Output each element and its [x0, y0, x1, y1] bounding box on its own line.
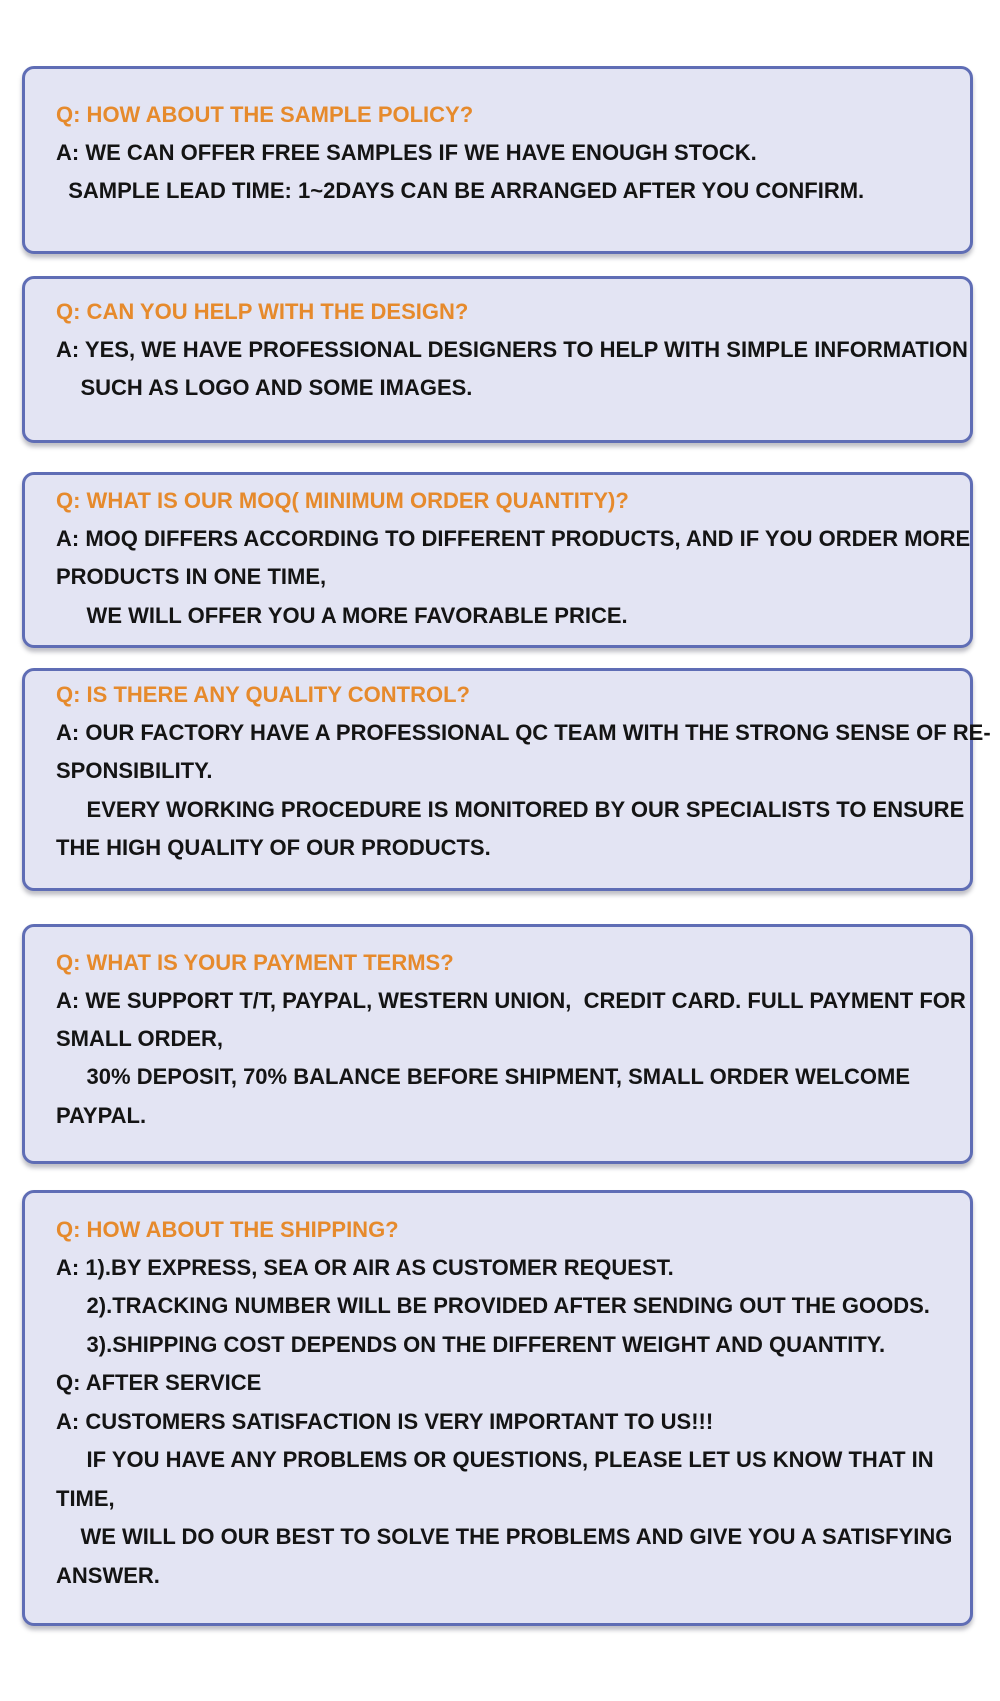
faq-answer-line: 2).TRACKING NUMBER WILL BE PROVIDED AFTER SENDING OUT THE GOODS.: [56, 1293, 930, 1318]
faq-card-shipping: [22, 1190, 973, 1626]
faq-card-payment-terms: [22, 924, 973, 1164]
faq-answer-line: A: WE CAN OFFER FREE SAMPLES IF WE HAVE ENOUGH STOCK.: [56, 140, 757, 165]
faq-card-moq: [22, 472, 973, 648]
faq-answer-line: A: YES, WE HAVE PROFESSIONAL DESIGNERS TO HELP WITH SIMPLE INFORMATION: [56, 337, 968, 362]
faq-card-quality-control: [22, 668, 991, 891]
faq-answer-line: SUCH AS LOGO AND SOME IMAGES.: [56, 375, 473, 400]
faq-answer-line: SMALL ORDER,: [56, 1026, 224, 1051]
faq-answer-line: A: MOQ DIFFERS ACCORDING TO DIFFERENT PRODUCTS, AND IF YOU ORDER MORE: [56, 526, 971, 551]
faq-answer-line: SPONSIBILITY.: [56, 758, 213, 783]
faq-question: Q: IS THERE ANY QUALITY CONTROL?: [56, 682, 470, 707]
faq-answer-line: PAYPAL.: [56, 1103, 147, 1128]
faq-answer-line: A: CUSTOMERS SATISFACTION IS VERY IMPORTANT TO US!!!: [56, 1409, 714, 1434]
faq-card-design: [22, 276, 973, 443]
faq-question: Q: WHAT IS YOUR PAYMENT TERMS?: [56, 950, 454, 975]
faq-answer-line: 3).SHIPPING COST DEPENDS ON THE DIFFERENT WEIGHT AND QUANTITY.: [56, 1332, 886, 1357]
faq-answer-line: IF YOU HAVE ANY PROBLEMS OR QUESTIONS, PLEASE LET US KNOW THAT IN: [56, 1447, 934, 1472]
faq-answer-line: 30% DEPOSIT, 70% BALANCE BEFORE SHIPMENT, SMALL ORDER WELCOME: [56, 1064, 911, 1089]
faq-answer-line: EVERY WORKING PROCEDURE IS MONITORED BY OUR SPECIALISTS TO ENSURE: [56, 797, 965, 822]
faq-question: Q: HOW ABOUT THE SAMPLE POLICY?: [56, 102, 474, 127]
faq-answer-line: THE HIGH QUALITY OF OUR PRODUCTS.: [56, 835, 491, 860]
faq-card-sample-policy: [22, 66, 973, 254]
faq-answer-line: PRODUCTS IN ONE TIME,: [56, 564, 327, 589]
faq-question: Q: CAN YOU HELP WITH THE DESIGN?: [56, 299, 469, 324]
faq-answer-line: A: 1).BY EXPRESS, SEA OR AIR AS CUSTOMER REQUEST.: [56, 1255, 674, 1280]
faq-answer-line: A: WE SUPPORT T/T, PAYPAL, WESTERN UNION, CREDIT CARD. FULL PAYMENT FOR: [56, 988, 966, 1013]
faq-answer-line: TIME,: [56, 1486, 115, 1511]
faq-question: Q: HOW ABOUT THE SHIPPING?: [56, 1217, 399, 1242]
faq-question: Q: WHAT IS OUR MOQ( MINIMUM ORDER QUANTITY)?: [56, 488, 629, 513]
faq-answer-line: WE WILL OFFER YOU A MORE FAVORABLE PRICE.: [56, 603, 628, 628]
faq-answer-line: SAMPLE LEAD TIME: 1~2DAYS CAN BE ARRANGED AFTER YOU CONFIRM.: [56, 178, 865, 203]
faq-answer-line: Q: AFTER SERVICE: [56, 1370, 262, 1395]
faq-answer-line: WE WILL DO OUR BEST TO SOLVE THE PROBLEMS AND GIVE YOU A SATISFYING: [56, 1524, 953, 1549]
faq-answer-line: ANSWER.: [56, 1563, 160, 1588]
faq-answer-line: A: OUR FACTORY HAVE A PROFESSIONAL QC TEAM WITH THE STRONG SENSE OF RE-: [56, 720, 991, 745]
